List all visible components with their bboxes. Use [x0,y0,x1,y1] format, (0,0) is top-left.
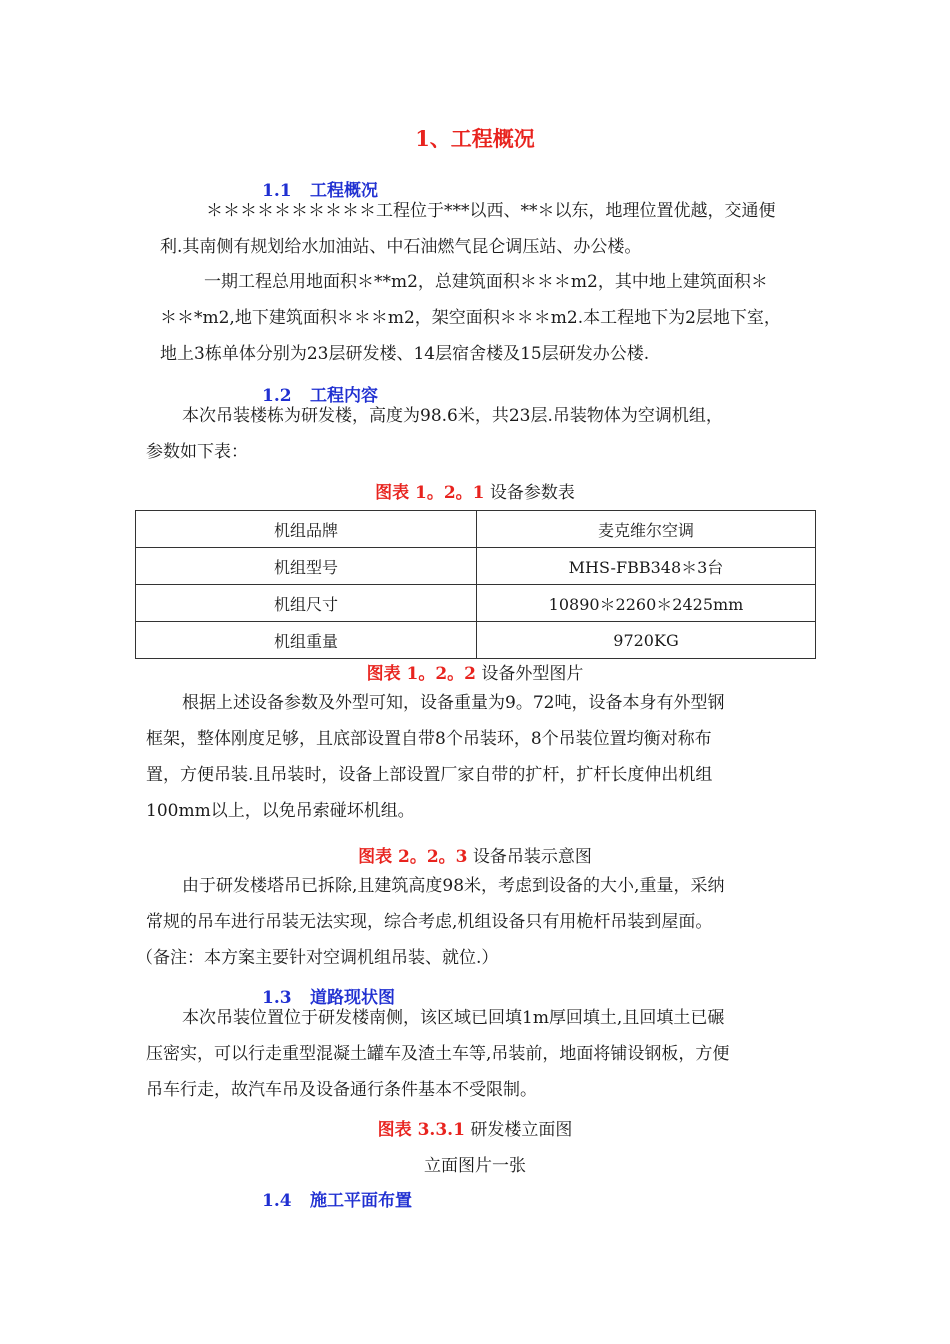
table-cell-value: 10890＊2260＊2425mm [477,585,816,622]
table-row [136,622,816,659]
section-label: 施工平面布置 [310,1191,412,1211]
figure-caption-3-3-1 [0,1115,950,1140]
equipment-parameter-table [135,510,816,659]
elevation-placeholder-note: 立面图片一张 [424,1156,526,1176]
paragraph-equipment [146,685,816,829]
table-row [136,585,816,622]
text-line: 常规的吊车进行吊装无法实现，综合考虑,机组设备只有用桅杆吊装到屋面。 [146,912,713,932]
text-line: 置，方便吊装.且吊装时，设备上部设置厂家自带的扩杆，扩杆长度伸出机组 [146,765,713,785]
text-line: 100mm以上，以免吊索碰坏机组。 [146,801,415,821]
figure-caption-2-2-3 [0,842,950,867]
text-line: 由于研发楼塔吊已拆除,且建筑高度98米，考虑到设备的大小,重量，采纳 [182,876,725,896]
caption-label: 图表 2。2。3 [358,847,468,867]
text-line: 利.其南侧有规划给水加油站、中石油燃气昆仑调压站、办公楼。 [160,237,642,257]
text-line: ＊＊*m2,地下建筑面积＊＊＊m2，架空面积＊＊＊m2.本工程地下为2层地下室， [160,308,781,328]
section-number: 1.4 [262,1191,292,1211]
figure-caption-1-2-1 [0,478,950,503]
section-number: 1.1 [262,181,292,201]
table-row [136,511,816,548]
caption-label: 图表 3.3.1 [377,1120,465,1140]
caption-label: 图表 1。2。1 [375,483,485,503]
caption-text: 设备外型图片 [481,664,584,684]
text-line: 参数如下表： [146,442,248,462]
text-line: ＊＊＊＊＊＊＊＊＊＊工程位于***以西、**＊以东，地理位置优越，交通便 [206,201,776,221]
text-line: （备注：本方案主要针对空调机组吊装、就位.） [136,948,499,968]
section-label: 道路现状图 [310,988,395,1008]
text-line: 一期工程总用地面积＊**m2，总建筑面积＊＊＊m2，其中地上建筑面积＊ [204,272,768,292]
section-number: 1.3 [262,988,292,1008]
text-line: 地上3栋单体分别为23层研发楼、14层宿舍楼及15层研发办公楼. [160,344,650,364]
table-row [136,548,816,585]
text-line: 本次吊装楼栋为研发楼，高度为98.6米，共23层.吊装物体为空调机组， [182,406,723,426]
page-title: 1、工程概况 [415,126,535,151]
caption-text: 设备吊装示意图 [472,847,592,867]
text-line: 根据上述设备参数及外型可知，设备重量为9。72吨，设备本身有外型钢 [182,693,725,713]
section-label: 工程概况 [310,181,378,201]
paragraph-lifting-method [136,868,816,976]
table-cell-key: 机组尺寸 [136,585,477,622]
section-heading-1-4 [262,1186,412,1211]
table-cell-value: 麦克维尔空调 [477,511,816,548]
figure-caption-1-2-2 [0,659,950,684]
text-line: 框架，整体刚度足够，且底部设置自带8个吊装环，8个吊装位置均衡对称布 [146,729,712,749]
paragraph-area [146,264,816,372]
text-line: 压密实，可以行走重型混凝土罐车及渣土车等,吊装前，地面将铺设钢板，方便 [146,1044,730,1064]
paragraph-scope [146,398,816,470]
paragraph-road [146,1000,816,1108]
section-label: 工程内容 [310,386,378,406]
paragraph-location [146,193,816,265]
section-number: 1.2 [262,386,292,406]
table-cell-key: 机组品牌 [136,511,477,548]
table-cell-key: 机组重量 [136,622,477,659]
table-cell-key: 机组型号 [136,548,477,585]
text-line: 吊车行走，故汽车吊及设备通行条件基本不受限制。 [146,1080,537,1100]
caption-label: 图表 1。2。2 [366,664,476,684]
text-line: 本次吊装位置位于研发楼南侧，该区域已回填1m厚回填土,且回填土已碾 [182,1008,725,1028]
table-cell-value: 9720KG [477,622,816,659]
table-cell-value: MHS-FBB348＊3台 [477,548,816,585]
caption-text: 研发楼立面图 [470,1120,573,1140]
caption-text: 设备参数表 [489,483,575,503]
